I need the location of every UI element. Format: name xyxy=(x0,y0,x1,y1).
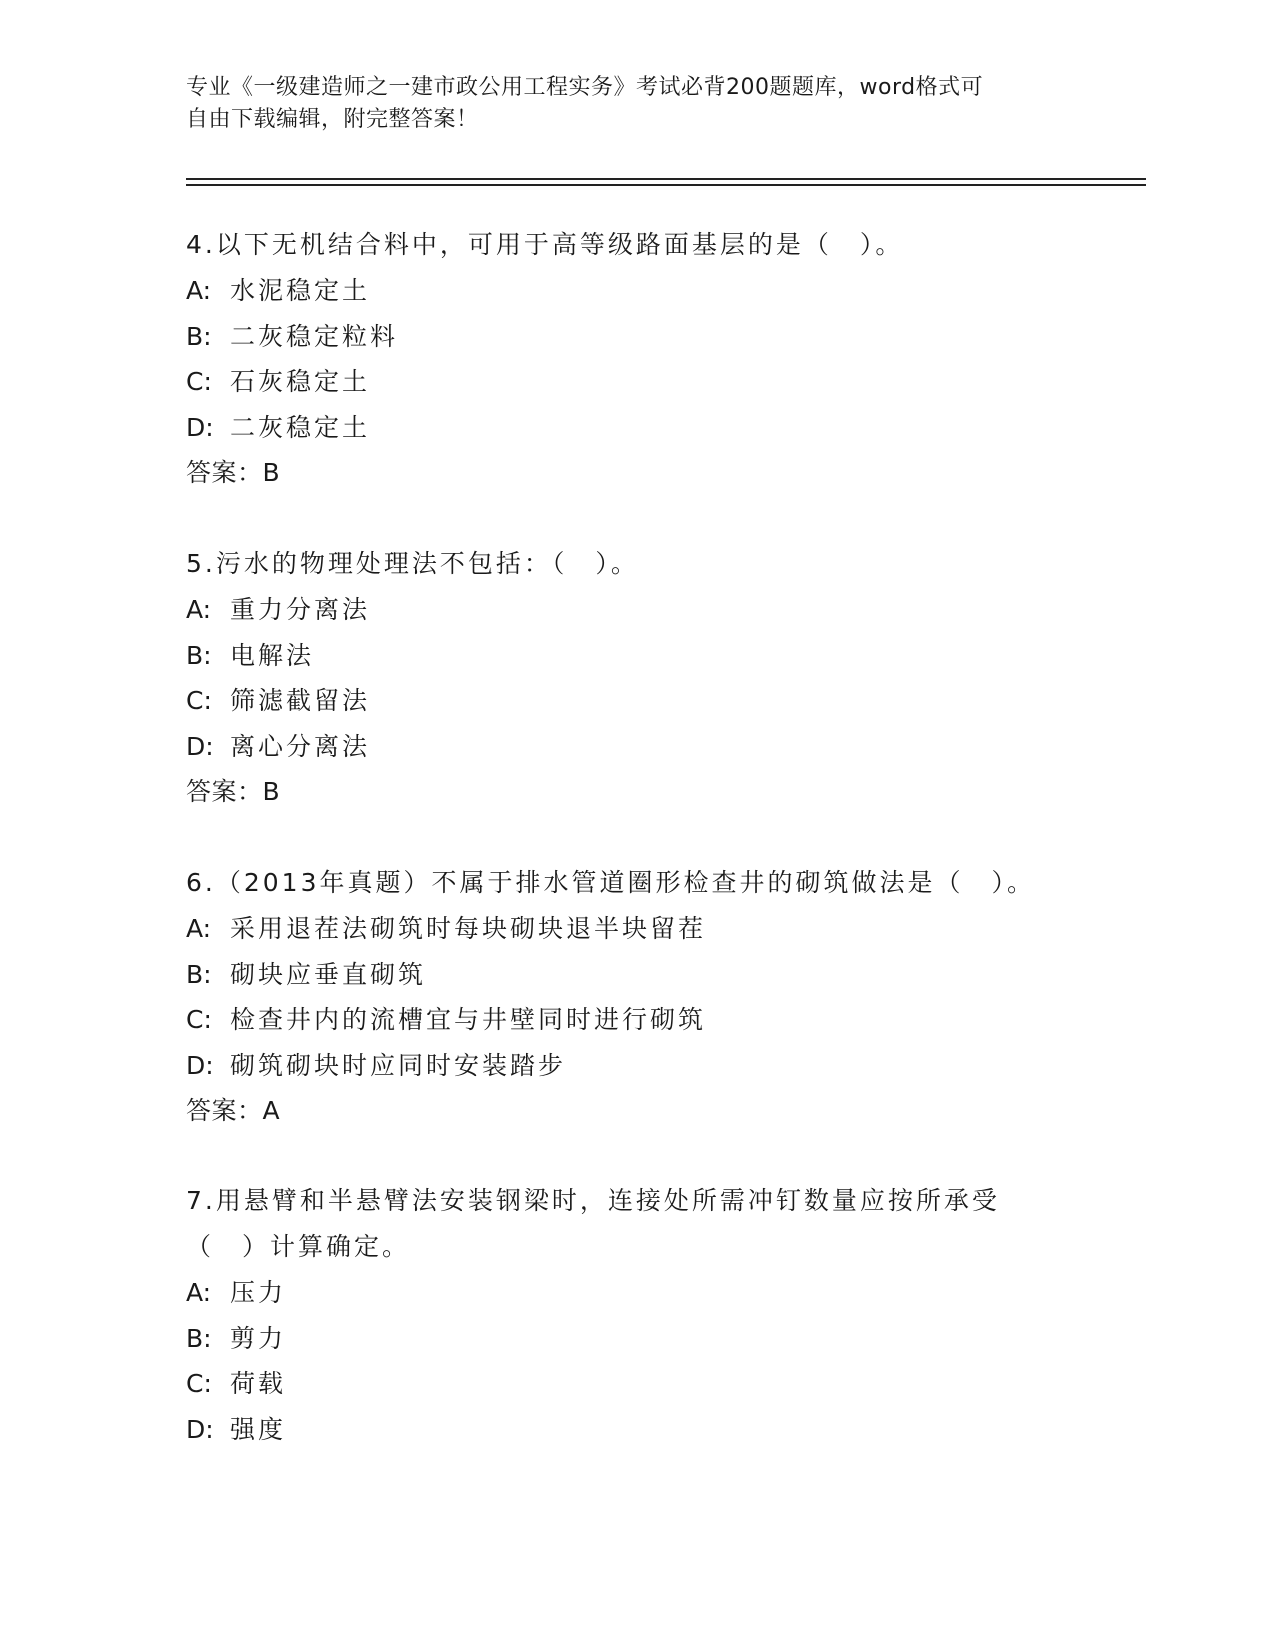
option-label: C: xyxy=(186,1005,212,1034)
option-c xyxy=(186,678,1066,724)
question-stem: 7.用悬臂和半悬臂法安装钢梁时，连接处所需冲钉数量应按所承受（ ）计算确定。 xyxy=(186,1186,1000,1261)
option-text: 采用退茬法砌筑时每块砌块退半块留茬 xyxy=(230,914,707,943)
option-text: 剪力 xyxy=(230,1323,287,1353)
option-label: C: xyxy=(186,686,212,715)
option-label: B: xyxy=(186,321,212,351)
option-b xyxy=(186,314,1066,360)
question-stem: 4.以下无机结合料中，可用于高等级路面基层的是（ ）。 xyxy=(186,230,904,259)
option-text: 砌筑砌块时应同时安装踏步 xyxy=(230,1050,567,1080)
question-stem: 5.污水的物理处理法不包括：（ ）。 xyxy=(186,549,639,578)
option-label: A: xyxy=(186,1278,212,1307)
option-text: 砌块应垂直砌筑 xyxy=(230,959,427,989)
option-b xyxy=(186,952,1066,998)
option-text: 强度 xyxy=(230,1414,287,1444)
header-divider-bottom xyxy=(186,184,1146,186)
option-label: D: xyxy=(186,1050,214,1080)
header-divider-top xyxy=(186,178,1146,180)
option-label: C: xyxy=(186,367,212,396)
answer-line: 答案：A xyxy=(186,1096,281,1125)
option-label: A: xyxy=(186,595,212,624)
option-label: A: xyxy=(186,914,212,943)
option-text: 二灰稳定土 xyxy=(230,412,371,442)
option-d xyxy=(186,724,1066,770)
option-label: B: xyxy=(186,640,212,670)
option-text: 离心分离法 xyxy=(230,731,371,761)
option-c xyxy=(186,359,1066,405)
header-line-2: 自由下载编辑，附完整答案！ xyxy=(186,107,479,132)
option-text: 水泥稳定土 xyxy=(230,276,371,305)
option-label: C: xyxy=(186,1369,212,1398)
answer-line: 答案：B xyxy=(186,458,281,487)
answer-line: 答案：B xyxy=(186,777,281,806)
option-label: D: xyxy=(186,412,214,442)
option-label: A: xyxy=(186,276,212,305)
option-text: 重力分离法 xyxy=(230,595,371,624)
option-text: 二灰稳定粒料 xyxy=(230,321,399,351)
option-text: 压力 xyxy=(230,1278,287,1307)
option-a xyxy=(186,587,1066,633)
document-header xyxy=(186,72,1086,136)
option-label: D: xyxy=(186,1414,214,1444)
header-line-1: 专业《一级建造师之一建市政公用工程实务》考试必背200题题库，word格式可 xyxy=(186,75,984,100)
question-7 xyxy=(186,1178,1066,1452)
option-d xyxy=(186,405,1066,451)
option-a xyxy=(186,906,1066,952)
option-a xyxy=(186,1270,1066,1316)
option-a xyxy=(186,268,1066,314)
option-text: 筛滤截留法 xyxy=(230,686,371,715)
question-4 xyxy=(186,222,1066,495)
option-b xyxy=(186,1316,1066,1362)
option-text: 电解法 xyxy=(230,640,315,670)
option-text: 荷载 xyxy=(230,1369,287,1398)
option-label: D: xyxy=(186,731,214,761)
question-5 xyxy=(186,541,1066,814)
option-text: 石灰稳定土 xyxy=(230,367,371,396)
option-d xyxy=(186,1043,1066,1089)
option-text: 检查井内的流槽宜与井壁同时进行砌筑 xyxy=(230,1005,707,1034)
question-stem: 6.（2013年真题）不属于排水管道圈形检查井的砌筑做法是（ ）。 xyxy=(186,868,1035,897)
option-c xyxy=(186,1361,1066,1407)
option-b xyxy=(186,633,1066,679)
question-6 xyxy=(186,860,1066,1133)
option-d xyxy=(186,1407,1066,1453)
option-label: B: xyxy=(186,1323,212,1353)
option-c xyxy=(186,997,1066,1043)
option-label: B: xyxy=(186,959,212,989)
